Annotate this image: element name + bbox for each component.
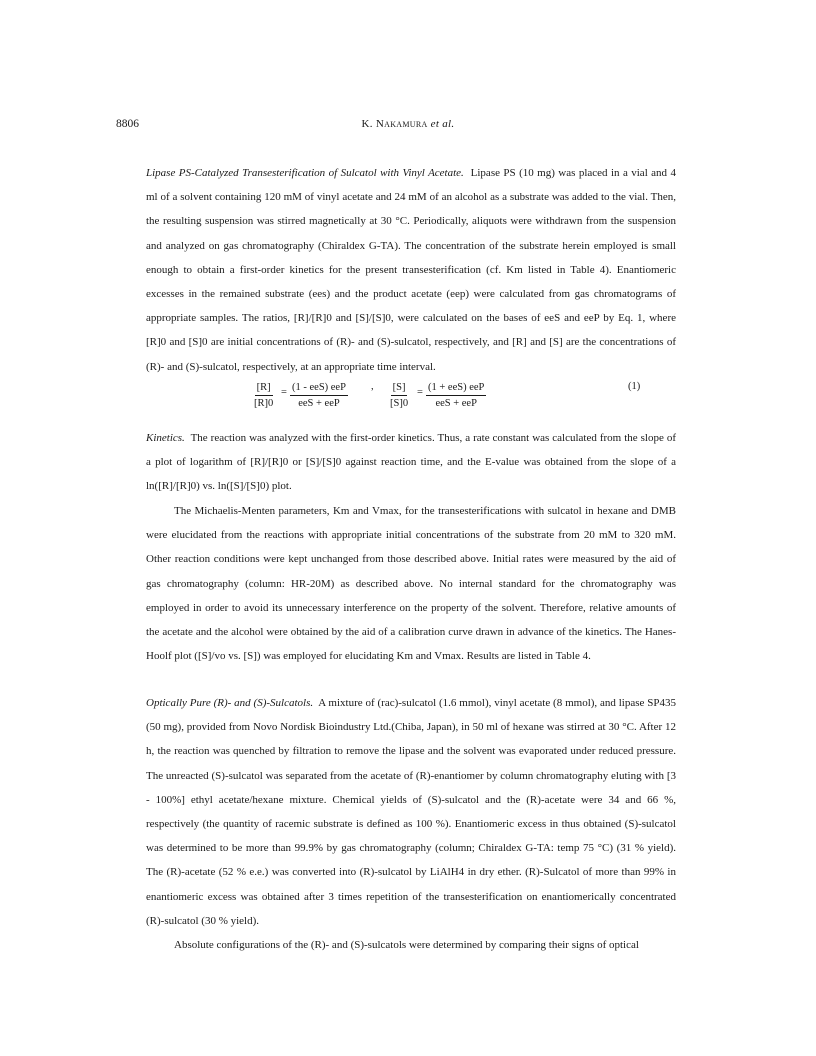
equation-equals: = — [417, 387, 423, 398]
fraction-r-expression — [290, 381, 348, 411]
running-head — [0, 118, 816, 130]
section-heading: Lipase PS-Catalyzed Transesterification of Sulcatol with Vinyl Acetate. — [146, 167, 464, 179]
equation-denominator: eeS + eeP — [435, 398, 477, 409]
paragraph-body: Absolute configurations of the (R)- and (S)-sulcatols were determined by comparing their signs of optical — [174, 939, 639, 951]
paragraph-body: A mixture of (rac)-sulcatol (1.6 mmol), vinyl acetate (8 mmol), and lipase SP435 (50 mg), provided from Novo Nordisk Bioindustry Ltd.(Chiba, Japan), in 50 ml of hexane was stirred at 30 °C. After 12 h, the reaction was quenched by filtration to remove the lipase and the solvent was evaporated under reduced pressure. The unreacted (S)-sulcatol was separated from the acetate of (R)-enantiomer by column chromatography eluting with [3 - 100%] ethyl acetate/hexane mixture. Chemical yields of (S)-sulcatol and the (R)-acetate were 34 and 66 %, respectively (the quantity of racemic substrate is defined as 100 %). Enantiomeric excess in thus obtained (S)-sulcatol was determined to be more than 99.9% by gas chromatography (column; Chiraldex G-TA: temp 75 °C) (31 % yield). The (R)-acetate (52 % e.e.) was converted into (R)-sulcatol by LiAlH4 in dry ether. (R)-Sulcatol of more than 99% in enantiomeric excess was obtained after 3 times repetition of the transesterification on enantiomerically concentrated (R)-sulcatol (30 % yield). — [146, 697, 677, 927]
paragraph-optically-pure — [146, 691, 676, 933]
equation-comma: , — [371, 381, 374, 392]
paragraph-body: Lipase PS (10 mg) was placed in a vial and 4 ml of a solvent containing 120 mM of vinyl acetate and 24 mM of an alcohol as a substrate was added to the vial. Then, the resulting suspension was stirred magnetically at 30 °C. Periodically, aliquots were withdrawn from the suspension and analyzed on gas chromatography (Chiraldex G-TA). The concentration of the substrate herein employed is small enough to obtain a first-order kinetics for the present transesterification (cf. Km listed in Table 4). Enantiomeric excesses in the remained substrate (ees) and the product acetate (eep) were calculated from gas chromatograms of appropriate samples. The ratios, [R]/[R]0 and [S]/[S]0, were calculated on the bases of eeS and eeP by Eq. 1, where [R]0 and [S]0 are initial concentrations of (R)- and (S)-sulcatol, respectively, and [R] and [S] are the concentrations of (R)- and (S)-sulcatol, respectively, at an appropriate time interval. — [146, 167, 676, 373]
section-heading: Optically Pure (R)- and (S)-Sulcatols. — [146, 697, 314, 709]
paragraph-absolute-configurations — [146, 933, 676, 957]
equation-denominator: [S]0 — [390, 398, 409, 409]
fraction-s-expression — [426, 381, 486, 411]
fraction-r-ratio — [252, 381, 275, 411]
equation-denominator: eeS + eeP — [298, 398, 340, 409]
paragraph-lipase-ps — [146, 161, 676, 379]
paragraph-body: The reaction was analyzed with the first-order kinetics. Thus, a rate constant was calculated from the slope of a plot of logarithm of [R]/[R]0 or [S]/[S]0 against reaction time, and the E-value was obtained from the slope of a ln([R]/[R]0) vs. ln([S]/[S]0) plot. — [146, 432, 676, 493]
equation-numerator: [S] — [391, 381, 408, 396]
equation-denominator: [R]0 — [254, 398, 274, 409]
section-heading: Kinetics. — [146, 432, 185, 444]
running-head-author: K. Nakamura — [361, 118, 428, 130]
equation-numerator: (1 - eeS) eeP — [290, 381, 348, 396]
equation-numerator: (1 + eeS) eeP — [426, 381, 486, 396]
paragraph-michaelis-menten — [146, 499, 676, 668]
page-number: 8806 — [116, 118, 139, 130]
equation-number: (1) — [628, 381, 641, 392]
paragraph-body: The Michaelis-Menten parameters, Km and Vmax, for the transesterifications with sulcatol in hexane and DMB were elucidated from the reactions with appropriate initial concentrations of the substrate from 20 mM to 320 mM. Other reaction conditions were kept unchanged from those described above. Initial rates were measured by the aid of gas chromatography (column: HR-20M) as described above. No internal standard for the chromatography was employed in order to avoid its unnecessary interference on the property of the solvent. Therefore, relative amounts of the acetate and the alcohol were obtained by the aid of a calibration curve drawn in advance of the kinetics. The Hanes-Hoolf plot ([S]/vo vs. [S]) was employed for elucidating Km and Vmax. Results are listed in Table 4. — [146, 505, 676, 663]
equation-equals: = — [281, 387, 287, 398]
paragraph-kinetics — [146, 426, 676, 499]
fraction-s-ratio — [388, 381, 410, 411]
equation-numerator: [R] — [255, 381, 273, 396]
equation-1 — [252, 381, 672, 415]
running-head-suffix: et al. — [430, 118, 455, 130]
